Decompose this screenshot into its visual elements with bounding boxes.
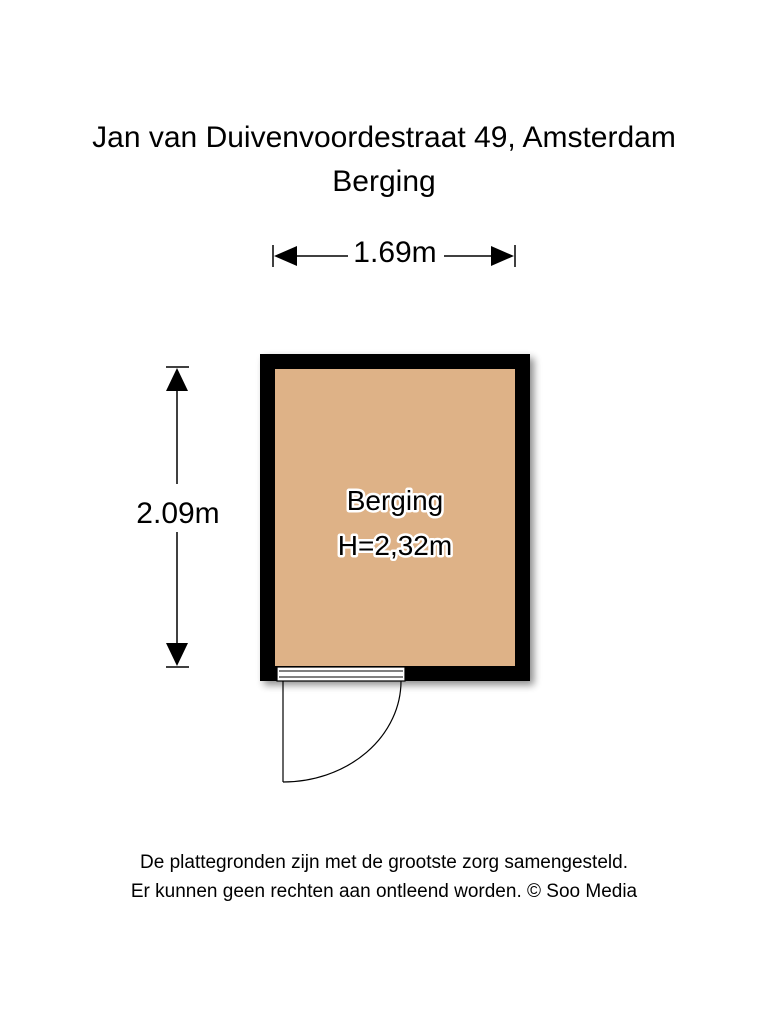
width-dimension-right-arrow <box>491 246 514 266</box>
depth-dimension-bottom-arrow <box>166 643 188 666</box>
depth-dimension-label: 2.09m <box>136 497 220 530</box>
address-title: Jan van Duivenvoordestraat 49, Amsterdam <box>92 121 676 154</box>
width-dimension <box>273 236 515 269</box>
disclaimer-line-1: De plattegronden zijn met de grootste zorg samengesteld. <box>140 852 628 873</box>
depth-dimension-top-arrow <box>166 368 188 391</box>
door <box>277 667 405 782</box>
door-opening <box>277 667 405 681</box>
room-height-label: H=2,32m <box>337 530 453 561</box>
depth-dimension <box>136 367 219 667</box>
width-dimension-label: 1.69m <box>353 236 437 269</box>
room-berging <box>260 354 530 681</box>
disclaimer-line-2: Er kunnen geen rechten aan ontleend worden. © Soo Media <box>130 881 638 902</box>
door-swing-arc <box>283 681 401 782</box>
floor-name-title: Berging <box>332 165 436 198</box>
width-dimension-left-arrow <box>274 246 297 266</box>
room-floor <box>275 369 515 666</box>
room-name-label: Berging <box>346 485 444 516</box>
